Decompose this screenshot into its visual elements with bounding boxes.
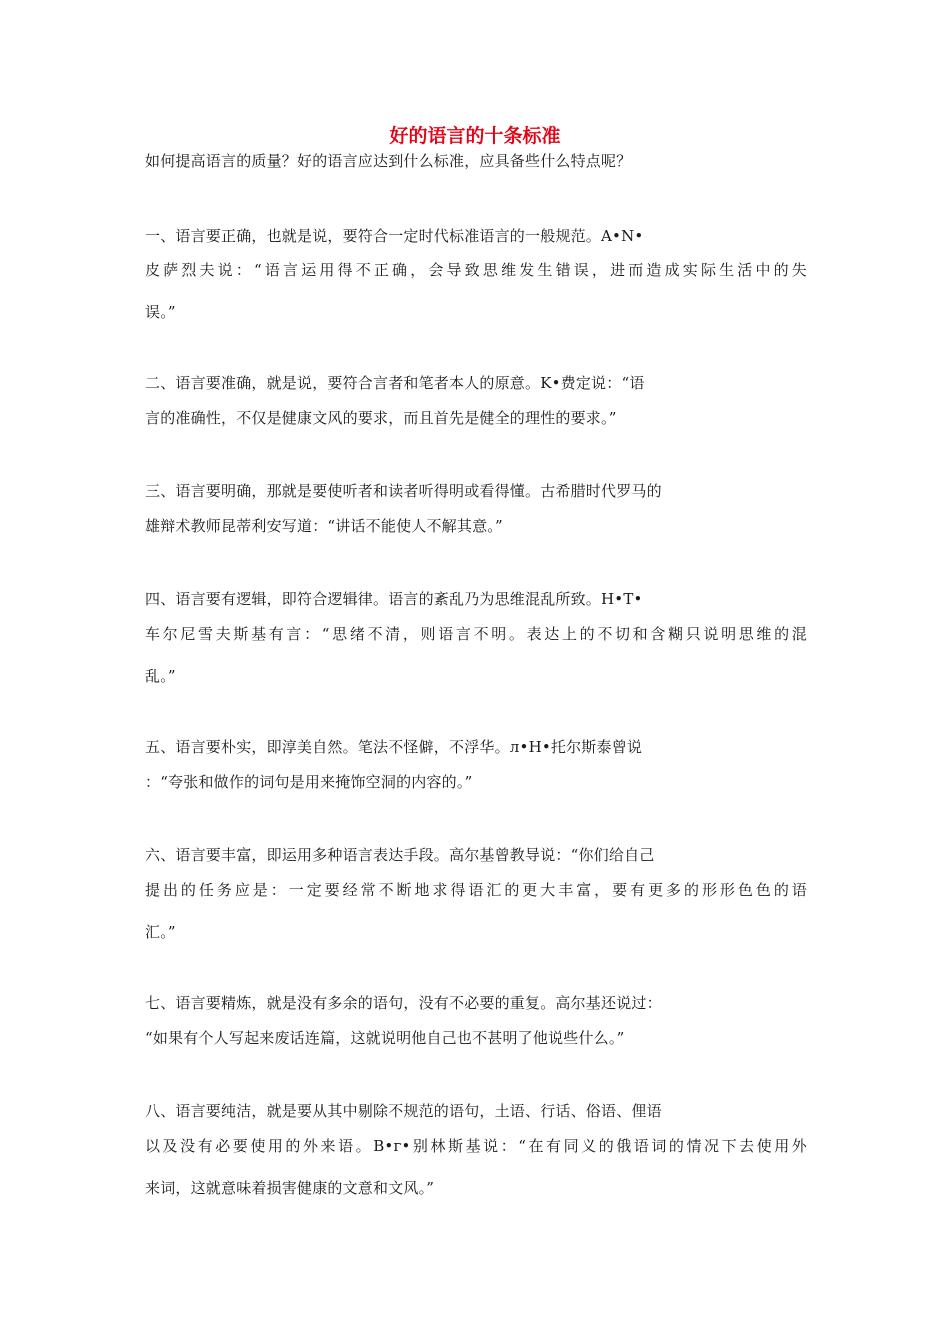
item-8-line-3: 来词，这就意味着损害健康的文意和文风。” bbox=[145, 1179, 435, 1197]
item-6-line-3: 汇。” bbox=[145, 923, 176, 941]
item-3-line-2: 雄辩术教师昆蒂利安写道：“讲话不能使人不解其意。” bbox=[145, 517, 503, 535]
item-7-line-2: “如果有个人写起来废话连篇，这就说明他自己也不甚明了他说些什么。” bbox=[145, 1029, 625, 1047]
item-3-line-1: 三、语言要明确，那就是要使听者和读者听得明或看得懂。古希腊时代罗马的 bbox=[145, 482, 662, 500]
item-1-line-2: 皮萨烈夫说：“语言运用得不正确，会导致思维发生错误，进而造成实际生活中的失 bbox=[145, 261, 807, 279]
document-title: 好的语言的十条标准 bbox=[389, 125, 561, 147]
item-6-line-1: 六、语言要丰富，即运用多种语言表达手段。高尔基曾教导说：“你们给自己 bbox=[145, 846, 655, 864]
item-5-line-1: 五、语言要朴实，即淳美自然。笔法不怪僻，不浮华。л•H•托尔斯泰曾说 bbox=[145, 738, 643, 756]
item-1-line-1: 一、语言要正确，也就是说，要符合一定时代标准语言的一般规范。A•N• bbox=[145, 227, 644, 245]
item-8-line-2: 以及没有必要使用的外来语。B•г•别林斯基说：“在有同义的俄语词的情况下去使用外 bbox=[145, 1137, 807, 1155]
item-4-line-2: 车尔尼雪夫斯基有言：“思绪不清，则语言不明。表达上的不切和含糊只说明思维的混 bbox=[145, 625, 807, 643]
item-4-line-3: 乱。” bbox=[145, 667, 176, 685]
item-7-line-1: 七、语言要精炼，就是没有多余的语句，没有不必要的重复。高尔基还说过： bbox=[145, 994, 662, 1012]
item-4-line-1: 四、语言要有逻辑，即符合逻辑律。语言的紊乱乃为思维混乱所致。H•T• bbox=[145, 590, 643, 608]
item-1-line-3: 误。” bbox=[145, 303, 176, 321]
intro-text: 如何提高语言的质量？好的语言应达到什么标准，应具备些什么特点呢？ bbox=[145, 152, 632, 170]
item-6-line-2: 提出的任务应是：一定要经常不断地求得语汇的更大丰富，要有更多的形形色色的语 bbox=[145, 881, 807, 899]
item-2-line-1: 二、语言要准确，就是说，要符合言者和笔者本人的原意。K•费定说：“语 bbox=[145, 374, 645, 392]
item-2-line-2: 言的准确性，不仅是健康文风的要求，而且首先是健全的理性的要求。” bbox=[145, 409, 617, 427]
item-8-line-1: 八、语言要纯洁，就是要从其中剔除不规范的语句，土语、行话、俗语、俚语 bbox=[145, 1102, 662, 1120]
item-5-line-2: ：“夸张和做作的词句是用来掩饰空洞的内容的。” bbox=[145, 773, 473, 791]
